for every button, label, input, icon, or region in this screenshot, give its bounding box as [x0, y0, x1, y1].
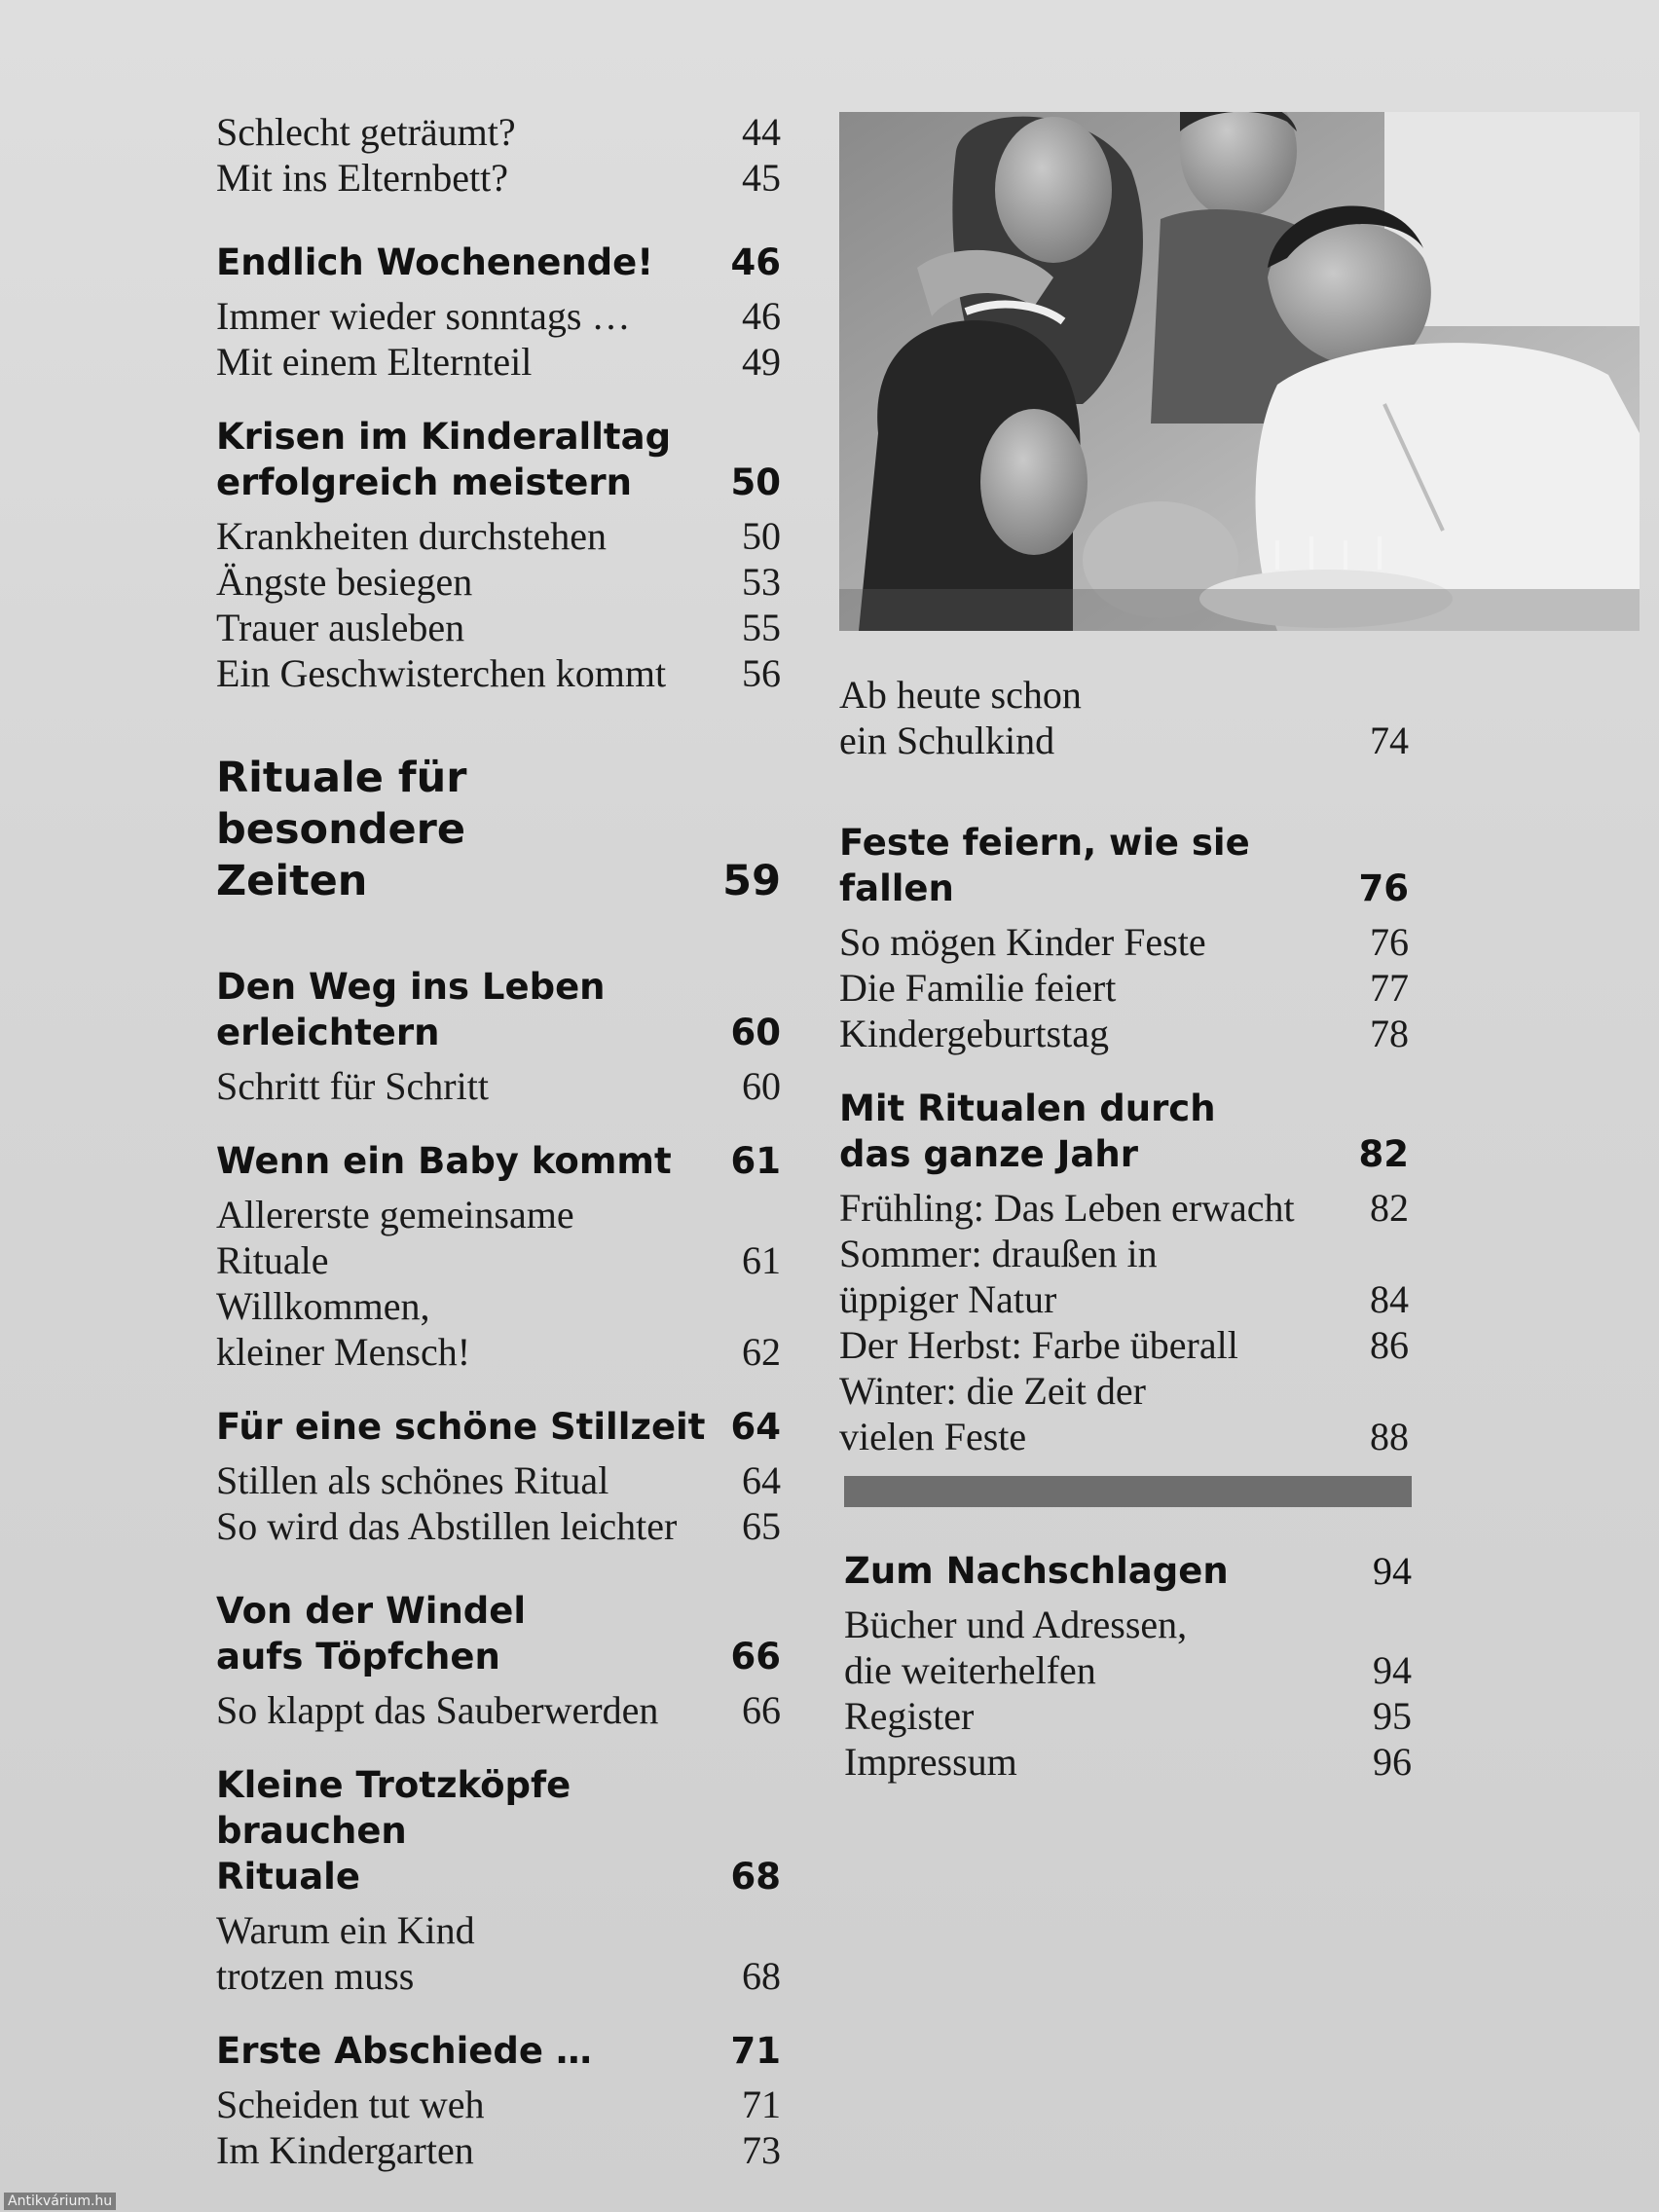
entry-title: Immer wieder sonntags …	[216, 294, 631, 338]
entry-page: 55	[742, 606, 781, 649]
watermark: Antikvárium.hu	[4, 2193, 116, 2210]
toc-entry[interactable]	[216, 1192, 781, 1283]
toc-entry[interactable]	[839, 1231, 1409, 1322]
entry-title: Krankheiten durchstehen	[216, 514, 607, 558]
entry-title: Winter: die Zeit der vielen Feste	[839, 1369, 1146, 1458]
section-title: Erste Abschiede …	[216, 2030, 592, 2072]
entry-page: 64	[742, 1458, 781, 1502]
entry-title: So wird das Abstillen leichter	[216, 1504, 678, 1548]
toc-entry[interactable]	[216, 513, 781, 559]
entry-page: 95	[1373, 1694, 1412, 1738]
toc-entry[interactable]	[839, 1322, 1409, 1368]
chapter-title: Rituale für besondere Zeiten	[216, 754, 467, 905]
section-title: Kleine Trotzköpfe brauchen Rituale	[216, 1764, 571, 1898]
toc-left-column	[216, 109, 781, 2173]
section-page: 64	[730, 1406, 781, 1448]
entry-page: 53	[742, 560, 781, 604]
entry-page: 44	[742, 110, 781, 154]
entry-title: Sommer: draußen in üppiger Natur	[839, 1232, 1158, 1321]
section-heading[interactable]	[216, 1762, 781, 1899]
entry-title: Schlecht geträumt?	[216, 110, 516, 154]
section-heading[interactable]	[839, 820, 1409, 911]
toc-entry[interactable]	[216, 650, 781, 696]
section-heading[interactable]	[216, 240, 781, 285]
entry-title: Mit einem Elternteil	[216, 340, 533, 384]
entry-title: Impressum	[844, 1740, 1017, 1784]
family-photo-illustration	[839, 112, 1640, 631]
entry-page: 73	[742, 2128, 781, 2172]
section-heading[interactable]	[216, 1138, 781, 1184]
toc-entry[interactable]	[839, 672, 1409, 763]
section-heading[interactable]	[216, 1404, 781, 1450]
section-page: 82	[1358, 1133, 1409, 1175]
section-title: Feste feiern, wie sie fallen	[839, 822, 1250, 909]
entry-page: 60	[742, 1064, 781, 1108]
entry-title: Bücher und Adressen, die weiterhelfen	[844, 1603, 1188, 1692]
entry-title: Die Familie feiert	[839, 966, 1117, 1010]
entry-title: So klappt das Sauberwerden	[216, 1688, 659, 1732]
entry-page: 74	[1370, 719, 1409, 762]
entry-page: 56	[742, 651, 781, 695]
toc-entry[interactable]	[839, 965, 1409, 1011]
section-heading[interactable]	[839, 1086, 1409, 1177]
entry-title: Ein Geschwisterchen kommt	[216, 651, 667, 695]
section-heading[interactable]	[216, 2028, 781, 2074]
section-page: 66	[730, 1636, 781, 1677]
entry-page: 82	[1370, 1186, 1409, 1230]
toc-entry[interactable]	[839, 919, 1409, 965]
entry-title: Frühling: Das Leben erwacht	[839, 1186, 1295, 1230]
family-photo	[839, 112, 1640, 631]
toc-entry[interactable]	[216, 339, 781, 385]
entry-page: 88	[1370, 1415, 1409, 1458]
toc-entry[interactable]	[839, 1011, 1409, 1056]
toc-entry[interactable]	[216, 559, 781, 605]
section-title: Von der Windel aufs Töpfchen	[216, 1590, 527, 1677]
entry-page: 66	[742, 1688, 781, 1732]
section-page: 76	[1358, 867, 1409, 909]
section-title: Den Weg ins Leben erleichtern	[216, 966, 606, 1053]
toc-entry[interactable]	[839, 1185, 1409, 1231]
entry-title: Ab heute schon ein Schulkind	[839, 673, 1082, 762]
entry-title: Ängste besiegen	[216, 560, 473, 604]
entry-page: 68	[742, 1954, 781, 1998]
section-heading[interactable]	[216, 1588, 781, 1679]
entry-page: 78	[1370, 1012, 1409, 1055]
section-heading[interactable]	[216, 964, 781, 1055]
toc-appendix	[844, 1548, 1412, 1785]
toc-entry[interactable]	[216, 1457, 781, 1503]
entry-title: Kindergeburtstag	[839, 1012, 1109, 1055]
section-page: 60	[730, 1012, 781, 1053]
section-divider-bar	[844, 1476, 1412, 1507]
entry-page: 96	[1373, 1740, 1412, 1784]
section-title: Zum Nachschlagen	[844, 1550, 1229, 1592]
entry-title: Warum ein Kind trotzen muss	[216, 1908, 475, 1998]
entry-page: 84	[1370, 1277, 1409, 1321]
entry-page: 62	[742, 1330, 781, 1374]
toc-entry[interactable]	[216, 1283, 781, 1375]
entry-title: Register	[844, 1694, 975, 1738]
section-title: Wenn ein Baby kommt	[216, 1140, 672, 1182]
section-title: Für eine schöne Stillzeit	[216, 1406, 706, 1448]
toc-entry[interactable]	[844, 1602, 1412, 1693]
section-heading[interactable]	[216, 414, 781, 505]
entry-title: Willkommen, kleiner Mensch!	[216, 1284, 471, 1374]
entry-title: Im Kindergarten	[216, 2128, 474, 2172]
section-page: 50	[730, 461, 781, 503]
section-page: 61	[730, 1140, 781, 1182]
entry-page: 50	[742, 514, 781, 558]
toc-entry[interactable]	[216, 1063, 781, 1109]
entry-page: 76	[1370, 920, 1409, 964]
toc-entry[interactable]	[216, 155, 781, 201]
entry-title: Schritt für Schritt	[216, 1064, 489, 1108]
toc-entry[interactable]	[844, 1693, 1412, 1739]
section-page: 68	[730, 1856, 781, 1898]
entry-page: 49	[742, 340, 781, 384]
toc-entry[interactable]	[839, 1368, 1409, 1459]
section-page: 94	[1373, 1549, 1412, 1593]
toc-entry[interactable]	[216, 1907, 781, 1999]
entry-page: 86	[1370, 1323, 1409, 1367]
entry-title: Trauer ausleben	[216, 606, 465, 649]
entry-title: Allererste gemeinsame Rituale	[216, 1193, 574, 1282]
section-title: Mit Ritualen durch das ganze Jahr	[839, 1088, 1216, 1175]
entry-title: Stillen als schönes Ritual	[216, 1458, 609, 1502]
entry-page: 45	[742, 156, 781, 200]
chapter-heading[interactable]	[216, 753, 781, 907]
toc-entry[interactable]	[216, 1687, 781, 1733]
entry-page: 71	[742, 2083, 781, 2126]
entry-page: 65	[742, 1504, 781, 1548]
section-page: 71	[730, 2030, 781, 2072]
toc-entry[interactable]	[216, 293, 781, 339]
toc-right-column	[839, 672, 1409, 1459]
toc-entry[interactable]	[216, 1503, 781, 1549]
toc-entry[interactable]	[216, 109, 781, 155]
section-title: Endlich Wochenende!	[216, 241, 654, 283]
entry-page: 61	[742, 1238, 781, 1282]
entry-page: 94	[1373, 1648, 1412, 1692]
toc-entry[interactable]	[844, 1739, 1412, 1785]
section-page: 46	[730, 241, 781, 283]
toc-entry[interactable]	[216, 605, 781, 650]
section-title: Krisen im Kinderalltag erfolgreich meistern	[216, 416, 672, 503]
entry-title: Der Herbst: Farbe überall	[839, 1323, 1238, 1367]
toc-entry[interactable]	[216, 2082, 781, 2127]
chapter-page: 59	[722, 857, 781, 905]
entry-title: So mögen Kinder Feste	[839, 920, 1206, 964]
entry-page: 46	[742, 294, 781, 338]
section-heading[interactable]	[844, 1548, 1412, 1594]
entry-title: Mit ins Elternbett?	[216, 156, 508, 200]
entry-page: 77	[1370, 966, 1409, 1010]
toc-entry[interactable]	[216, 2127, 781, 2173]
entry-title: Scheiden tut weh	[216, 2083, 485, 2126]
